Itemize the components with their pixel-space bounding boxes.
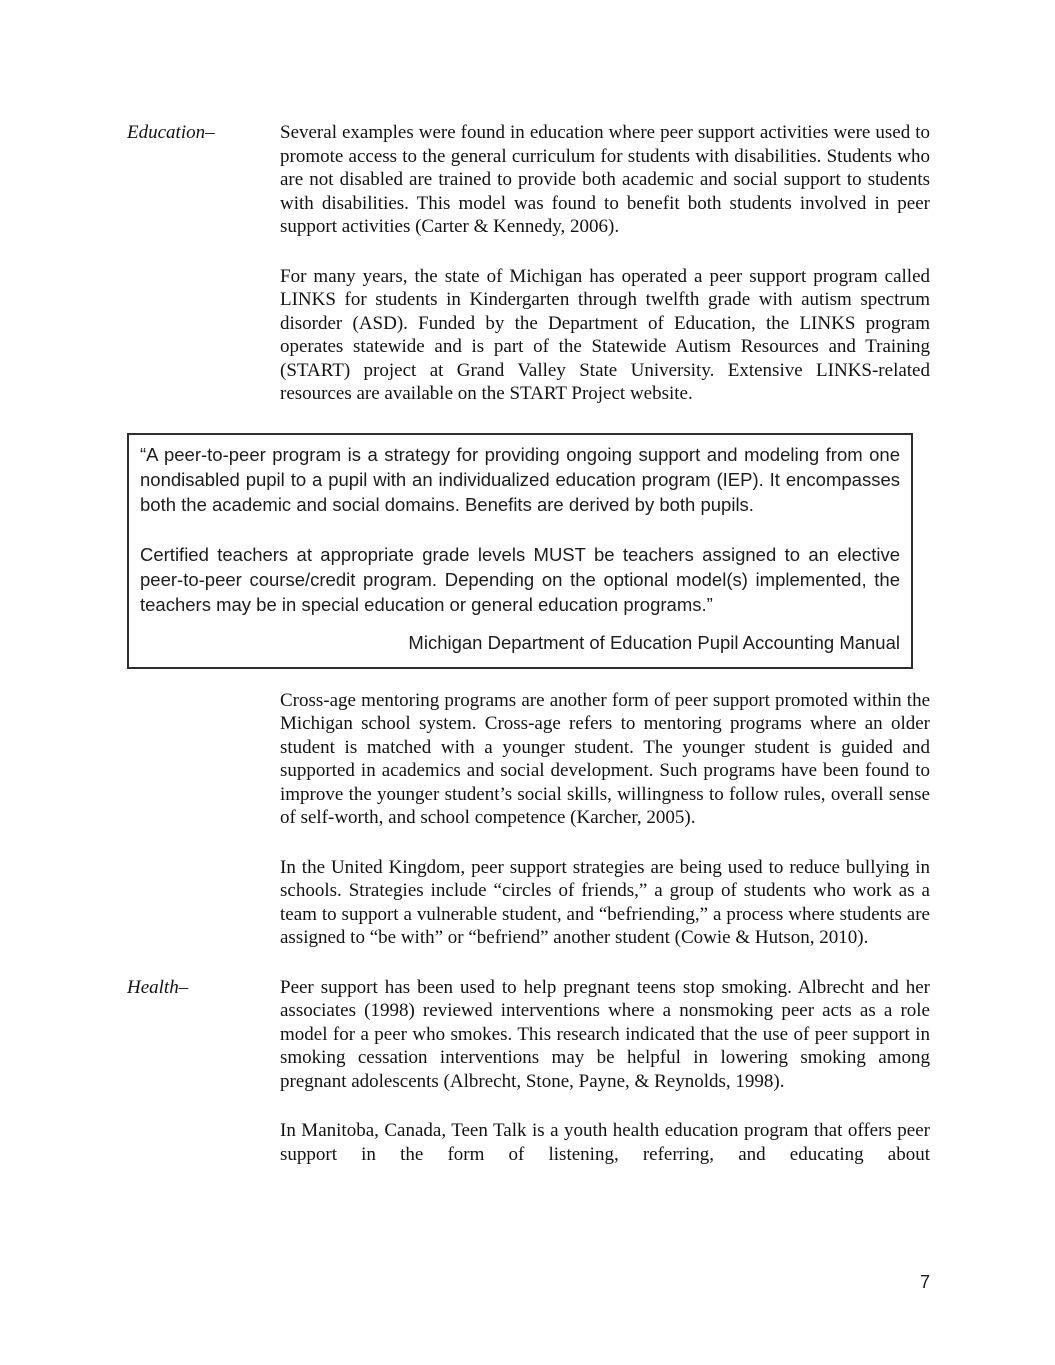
- paragraph-education-1: Several examples were found in education where peer support activities were used to promote access to the general curriculum for students with disabilities. Students who are not disabled are trained to provide both academic and social support to students with disabilities. This model was found to benefit both students involved in peer support activities (Carter & Kennedy, 2006).: [280, 122, 930, 237]
- paragraph-education-2: For many years, the state of Michigan has operated a peer support program called LINKS for students in Kindergarten through twelfth grade with autism spectrum disorder (ASD). Funded by the Department of Education, the LINKS program operates statewide and is part of the Statewide Autism Resources and Training (START) project at Grand Valley State University. Extensive LINKS-related resources are available on the START Project website.: [280, 265, 930, 404]
- quote-attribution: Michigan Department of Education Pupil Accounting Manual: [408, 631, 900, 653]
- section-label-health: Health–: [127, 976, 189, 998]
- quote-paragraph-1: “A peer-to-peer program is a strategy for providing ongoing support and modeling from one nondisabled pupil to a pupil with an individualized education program (IEP). It encompasses both the academic and social domains. Benefits are derived by both pupils.: [140, 443, 900, 515]
- paragraph-uk: In the United Kingdom, peer support strategies are being used to reduce bullying in schools. Strategies include “circles of friends,” a group of students who work as a team to support a vulnerable student, and “befriending,” a process where students are assigned to “be with” or “befriend” another student (Cowie & Hutson, 2010).: [280, 856, 930, 948]
- section-health: [127, 976, 930, 1193]
- section-education-body: [280, 121, 930, 432]
- section-education-continued-body: [280, 689, 930, 976]
- quote-box: [127, 433, 913, 669]
- section-health-body: [280, 976, 930, 1193]
- page-content: [127, 121, 930, 1192]
- paragraph-health-1: Peer support has been used to help pregnant teens stop smoking. Albrecht and her associates (1998) reviewed interventions where a nonsmoking peer acts as a role model for a peer who smokes. This research indicated that the use of peer support in smoking cessation interventions may be helpful in lowering smoking among pregnant adolescents (Albrecht, Stone, Payne, & Reynolds, 1998).: [280, 976, 930, 1092]
- section-education-continued: [127, 689, 930, 976]
- paragraph-crossage: Cross-age mentoring programs are another form of peer support promoted within the Michigan school system. Cross-age refers to mentoring programs where an older student is matched with a younger student. The younger student is guided and supported in academics and social development. Such programs have been found to improve the younger student’s social skills, willingness to follow rules, overall sense of self-worth, and school competence (Karcher, 2005).: [280, 689, 930, 828]
- section-label-education: Education–: [127, 122, 215, 143]
- page-number: 7: [919, 1272, 930, 1292]
- section-education: [127, 121, 930, 432]
- paragraph-health-2: In Manitoba, Canada, Teen Talk is a youth health education program that offers peer support in the form of listening, referring, and educating about: [280, 1120, 930, 1165]
- quote-paragraph-2: Certified teachers at appropriate grade levels MUST be teachers assigned to an elective peer-to-peer course/credit program. Depending on the optional model(s) implemented, the teachers may be in special education or general education programs.”: [140, 543, 900, 615]
